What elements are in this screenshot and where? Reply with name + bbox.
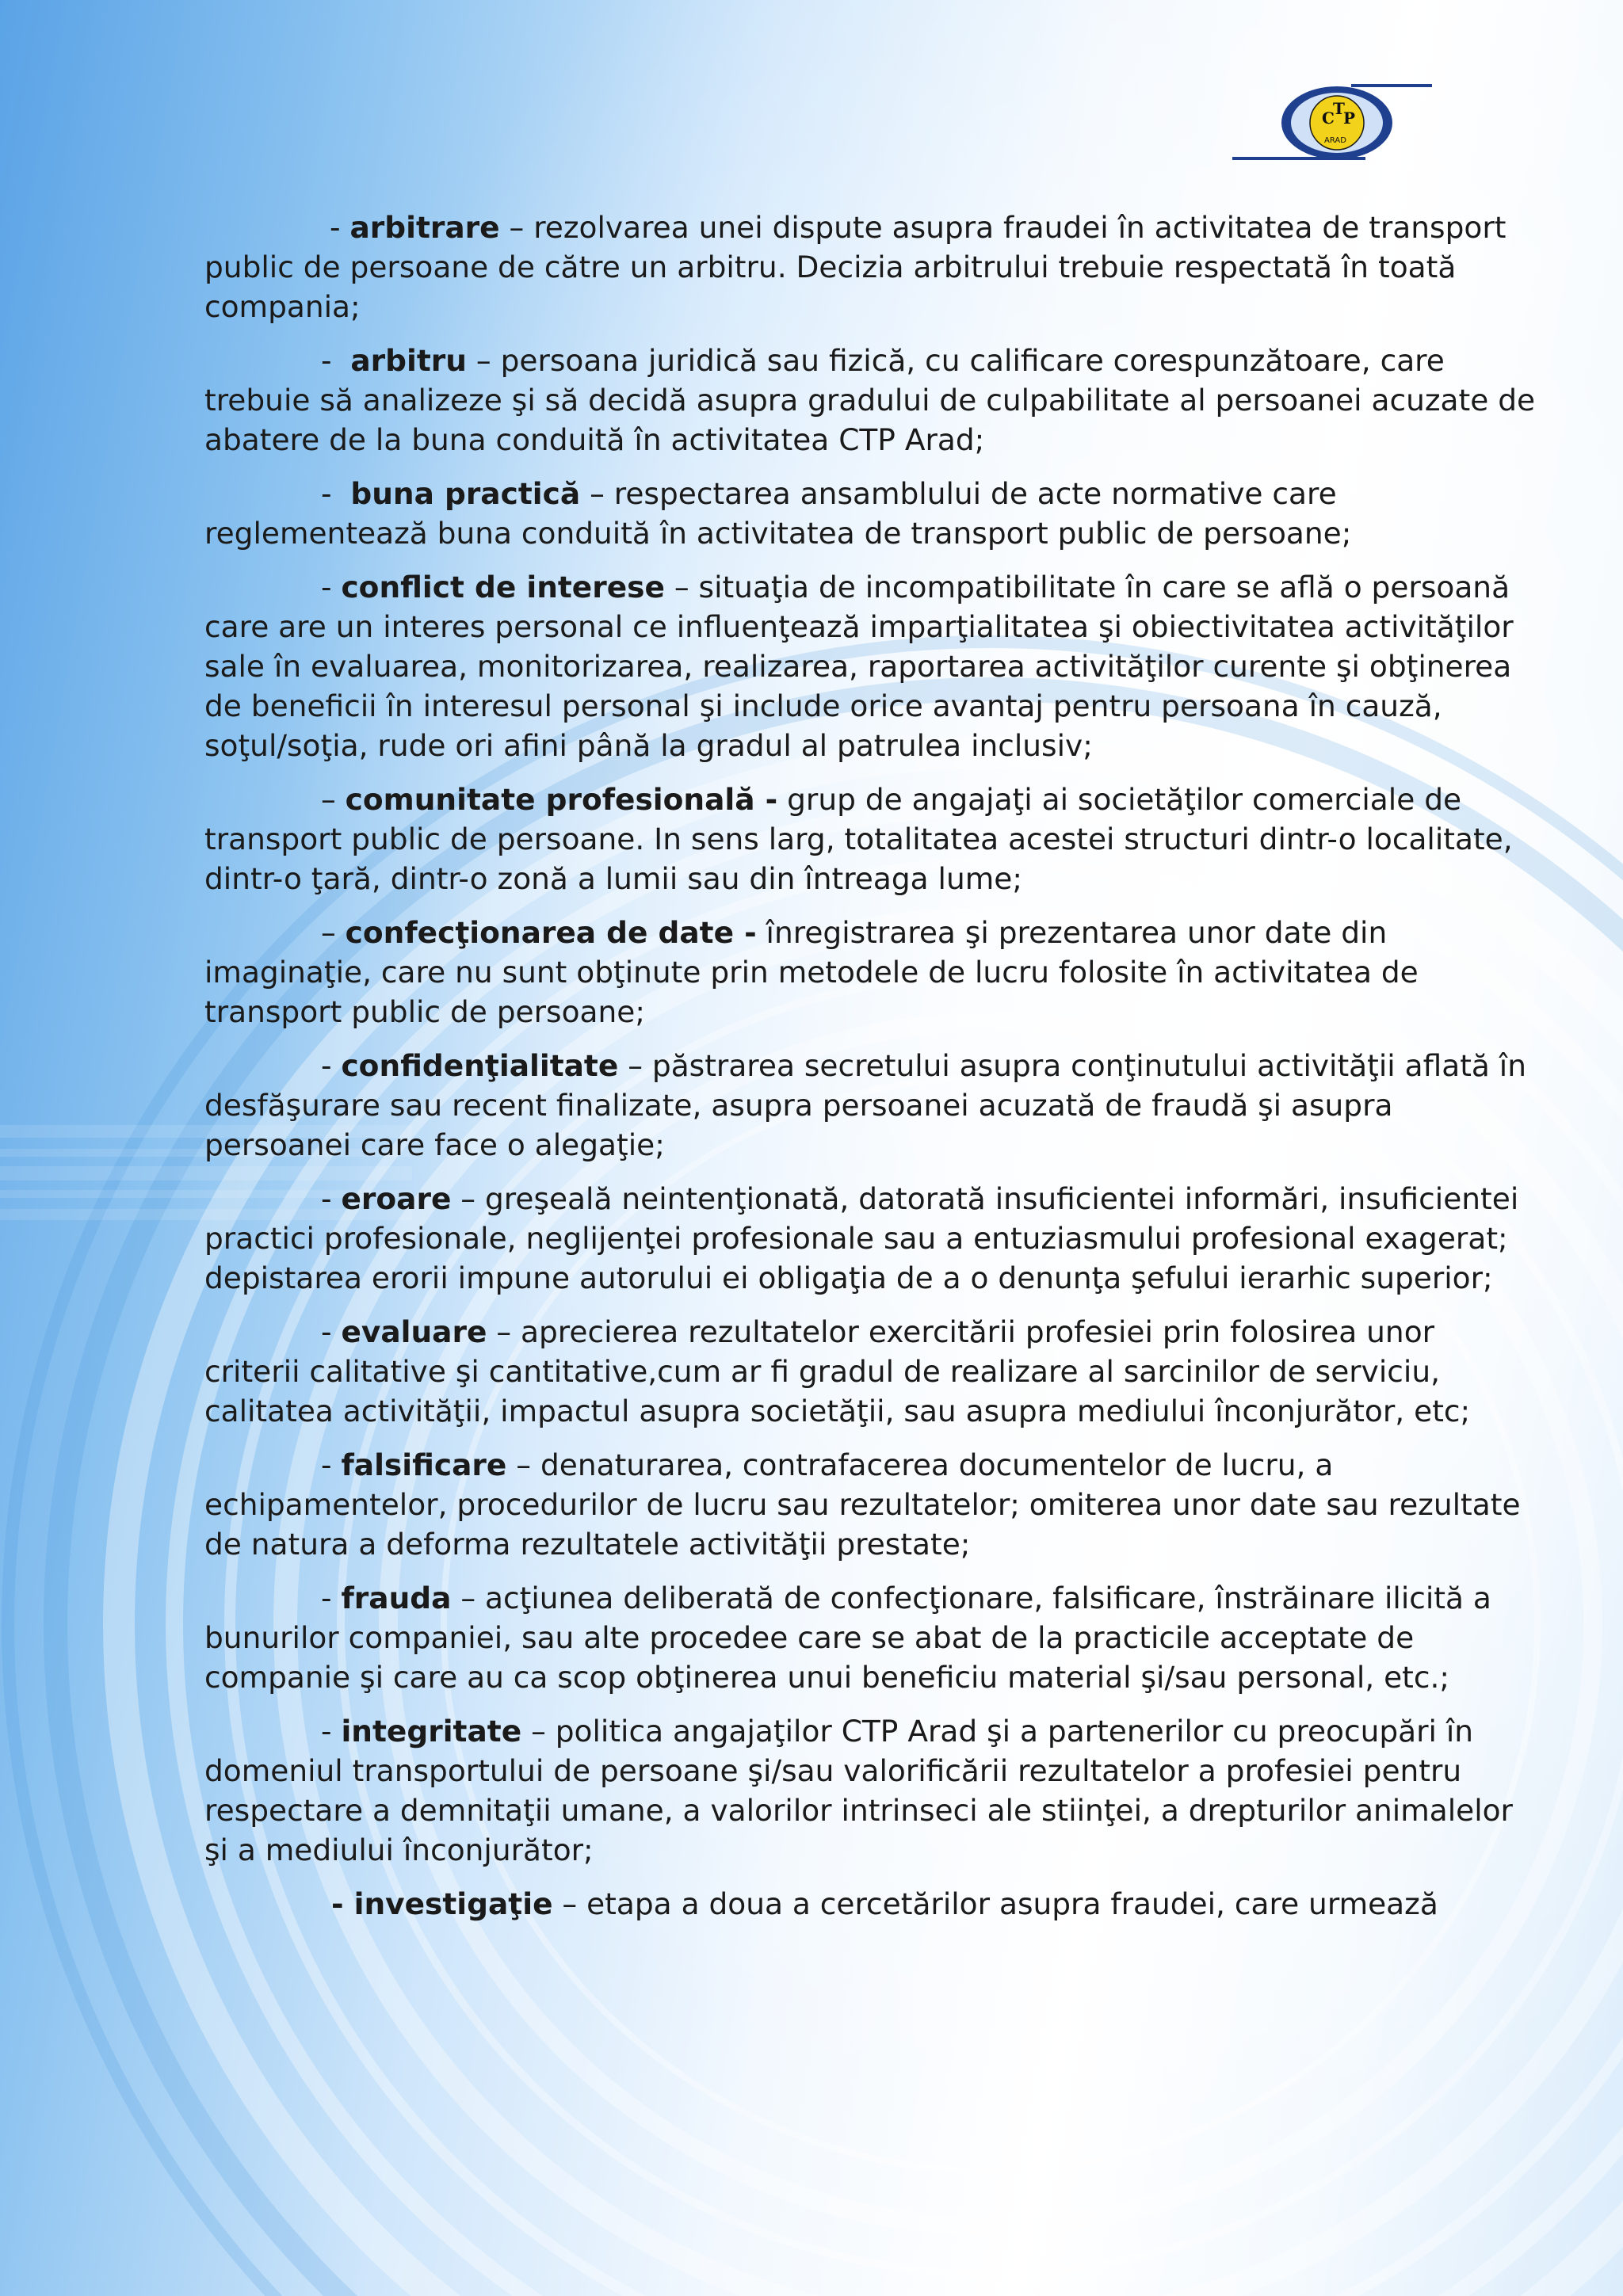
definition-entry (204, 1179, 1536, 1298)
logo-letter-p: P (1343, 109, 1356, 128)
definition-entry (204, 208, 1536, 326)
definition-lead: - (330, 210, 350, 245)
definition-text: – aprecierea rezultatelor exercitării profesiei prin folosirea unor criterii calitative şi cantitative,cum ar fi gradul de realizare al sarcinilor de serviciu, calitatea activităţii, impactul asupra societăţii, sau asupra mediului înconjurător, etc; (204, 1314, 1471, 1428)
definition-text: – politica angajaţilor CTP Arad şi a partenerilor cu preocupări în domeniul transportului de persoane şi/sau valorificării rezultatelor a profesiei pentru respectare a demnitaţii umane, a valorilor intrinseci ale stiinţei, a drepturilor animalelor şi a mediului înconjurător; (204, 1714, 1513, 1867)
definition-paragraph (204, 1445, 1536, 1564)
definition-paragraph (204, 913, 1536, 1032)
definition-entry (204, 567, 1536, 765)
definition-term: confecţionarea de date - (345, 915, 757, 950)
definition-lead: - (321, 1314, 342, 1349)
definition-entry (204, 341, 1536, 460)
definition-lead: - (321, 1714, 342, 1749)
definition-text: – acţiunea deliberată de confecţionare, falsificare, înstrăinare ilicită a bunurilor companiei, sau alte procedee care se abat de la practicile acceptate de companie şi care au ca scop obţinerea unui beneficiu material şi/sau personal, etc.; (204, 1581, 1491, 1695)
definition-term: arbitru (350, 343, 467, 378)
definition-lead: - (321, 1048, 342, 1083)
definition-text: – persoana juridică sau fizică, cu calificare corespunzătoare, care trebuie să analizeze şi să decidă asupra gradului de culpabilitate al persoanei acuzate de abatere de la buna conduită în activitatea CTP Arad; (204, 343, 1536, 457)
definition-term: buna practică (350, 476, 581, 511)
definition-text: – păstrarea secretului asupra conţinutului activităţii aflată în desfăşurare sau recent finalizate, asupra persoanei acuzată de fraudă şi asupra persoanei care face o alegaţie; (204, 1048, 1526, 1162)
definitions-list (204, 208, 1536, 1938)
definition-term: evaluare (341, 1314, 487, 1349)
definition-text: – greşeală neintenţionată, datorată insuficientei informări, insuficientei practici profesionale, neglijenţei profesionale sau a entuziasmului profesional exagerat; depistarea erorii impune autorului ei obligaţia de a o denunţa şefului ierarhic superior; (204, 1181, 1519, 1295)
definition-text: înregistrarea şi prezentarea unor date din imaginaţie, care nu sunt obţinute prin metodele de lucru folosite în activitatea de transport public de persoane; (204, 915, 1419, 1029)
definition-paragraph (204, 1046, 1536, 1165)
definition-paragraph (204, 474, 1536, 553)
definition-entry (204, 1312, 1536, 1431)
definition-paragraph (204, 208, 1536, 326)
logo-letter-t: T (1333, 99, 1345, 118)
definition-lead: - (321, 1181, 342, 1216)
definition-text: – rezolvarea unei dispute asupra fraudei în activitatea de transport public de persoane de către un arbitru. Decizia arbitrului trebuie respectată în toată compania; (204, 210, 1507, 324)
definition-term: integritate (341, 1714, 522, 1749)
definition-paragraph (204, 780, 1536, 898)
definition-paragraph (204, 341, 1536, 460)
definition-lead: - (321, 1447, 342, 1482)
definition-entry (204, 913, 1536, 1032)
logo-letter-c: C (1322, 109, 1335, 128)
definition-entry (204, 780, 1536, 898)
definition-paragraph (204, 567, 1536, 765)
definition-entry (204, 474, 1536, 553)
definition-term: conflict de interese (341, 570, 665, 605)
definition-text: – etapa a doua a cercetărilor asupra fraudei, care urmează (552, 1886, 1438, 1921)
definition-lead: – (321, 915, 346, 950)
definition-text: grup de angajaţi ai societăţilor comerciale de transport public de persoane. In sens larg, totalitatea acestei structuri dintr-o localitate, dintr-o ţară, dintr-o zonă a lumii sau din întreaga lume; (204, 782, 1513, 896)
definition-lead: - (321, 476, 351, 511)
definition-entry (204, 1711, 1536, 1870)
definition-term: - investigaţie (331, 1886, 553, 1921)
definition-term: falsificare (341, 1447, 507, 1482)
definition-entry (204, 1046, 1536, 1165)
definition-entry (204, 1445, 1536, 1564)
definition-text: – denaturarea, contrafacerea documentelor de lucru, a echipamentelor, procedurilor de lucru sau rezultatelor; omiterea unor date sau rezultate de natura a deforma rezultatele activităţii prestate; (204, 1447, 1521, 1562)
definition-lead: - (321, 343, 351, 378)
ctp-arad-logo (1232, 79, 1438, 170)
definition-entry (204, 1884, 1536, 1924)
definition-text: – situaţia de incompatibilitate în care se află o persoană care are un interes personal ce influenţează imparţialitatea şi obiectivitatea activităţilor sale în evaluarea, monitorizarea, realizarea, raportarea activităţilor curente şi obţinerea de beneficii în interesul personal şi include orice avantaj pentru persoana în cauză, soţul/soţia, rude ori afini până la gradul al patrulea inclusiv; (204, 570, 1514, 763)
definition-paragraph (204, 1578, 1536, 1697)
definition-text: – respectarea ansamblului de acte normative care reglementează buna conduită în activitatea de transport public de persoane; (204, 476, 1352, 551)
definition-entry (204, 1578, 1536, 1697)
definition-term: comunitate profesională - (345, 782, 778, 817)
definition-paragraph (204, 1312, 1536, 1431)
logo-arc-text: ARAD (1324, 136, 1346, 145)
definition-paragraph (204, 1884, 1536, 1924)
definition-paragraph (204, 1711, 1536, 1870)
definition-lead: - (321, 1581, 342, 1615)
definition-term: eroare (341, 1181, 452, 1216)
definition-lead: - (321, 570, 342, 605)
definition-term: confidenţialitate (341, 1048, 619, 1083)
definition-term: arbitrare (349, 210, 500, 245)
definition-paragraph (204, 1179, 1536, 1298)
definition-term: frauda (341, 1581, 452, 1615)
definition-lead: – (321, 782, 346, 817)
